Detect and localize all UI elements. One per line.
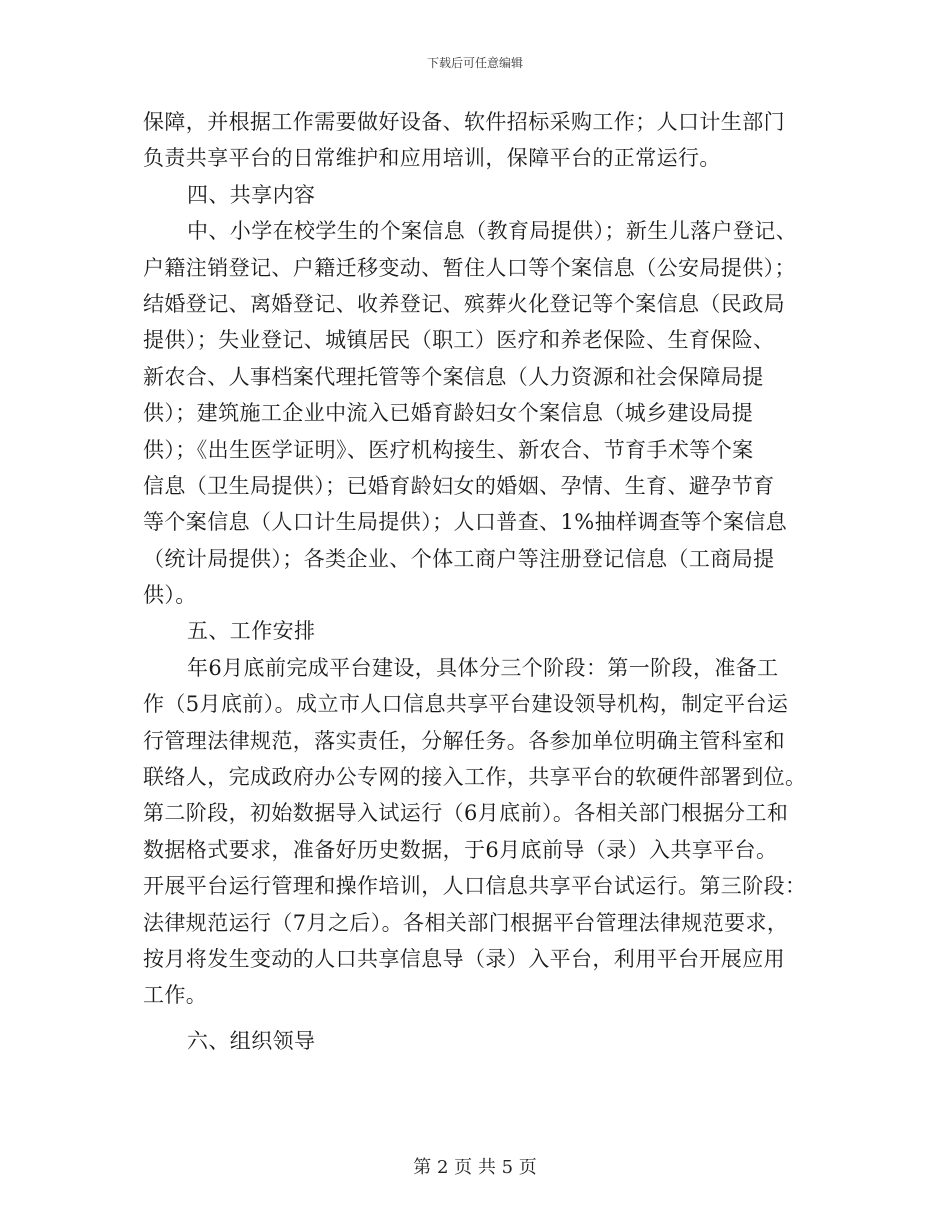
body-line: 开展平台运行管理和操作培训，人口信息共享平台试运行。第三阶段： <box>143 874 807 899</box>
paragraph-gap <box>143 1014 811 1023</box>
body-line: 信息（卫生局提供）；已婚育龄妇女的婚姻、孕情、生育、避孕节育 <box>143 473 775 498</box>
body-line: 供）；建筑施工企业中流入已婚育龄妇女个案信息（城乡建设局提 <box>143 401 754 426</box>
body-line: 供）。 <box>143 583 197 608</box>
body-line: 联络人，完成政府办公专网的接入工作，共享平台的软硬件部署到位。 <box>143 765 807 790</box>
section-heading-4: 四、共享内容 <box>187 182 316 207</box>
body-line: 按月将发生变动的人口共享信息导（录）入平台，利用平台开展应用 <box>143 946 785 971</box>
page-header: 下载后可任意编辑 <box>426 56 523 70</box>
body-line: 保障，并根据工作需要做好设备、软件招标采购工作；人口计生部门 <box>143 110 785 134</box>
body-line: 行管理法律规范，落实责任，分解任务。各参加单位明确主管科室和 <box>143 728 785 753</box>
section-heading-6: 六、组织领导 <box>187 1028 316 1053</box>
body-line: 提供）；失业登记、城镇居民（职工）医疗和养老保险、生育保险、 <box>143 328 775 353</box>
body-line: 供）；《出生医学证明》、医疗机构接生、新农合、节育手术等个案 <box>143 437 754 462</box>
body-line: 数据格式要求，准备好历史数据，于6月底前导（录）入共享平台。 <box>143 837 778 862</box>
section-heading-5: 五、工作安排 <box>187 619 316 644</box>
body-line: 新农合、人事档案代理托管等个案信息（人力资源和社会保障局提 <box>143 364 764 389</box>
document-body <box>143 104 811 1059</box>
body-line: 工作。 <box>143 983 208 1008</box>
body-line: 年6月底前完成平台建设，具体分三个阶段：第一阶段，准备工 <box>187 655 779 680</box>
body-line: 法律规范运行（7月之后）。各相关部门根据平台管理法律规范要求， <box>143 910 789 935</box>
body-line: 中、小学在校学生的个案信息（教育局提供）；新生儿落户登记、 <box>187 219 798 244</box>
body-line: （统计局提供）；各类企业、个体工商户等注册登记信息（工商局提 <box>143 546 775 571</box>
body-line: 户籍注销登记、户籍迁移变动、暂住人口等个案信息（公安局提供）； <box>143 255 796 280</box>
body-line: 结婚登记、离婚登记、收养登记、殡葬火化登记等个案信息（民政局 <box>143 291 785 316</box>
page-number-footer: 第 2 页 共 5 页 <box>413 1157 537 1178</box>
body-line: 第二阶段，初始数据导入试运行（6月底前）。各相关部门根据分工和 <box>143 801 789 826</box>
body-line: 负责共享平台的日常维护和应用培训，保障平台的正常运行。 <box>143 146 721 171</box>
body-line: 作（5月底前）。成立市人口信息共享平台建设领导机构，制定平台运 <box>143 692 789 717</box>
body-line: 等个案信息（人口计生局提供）；人口普查、1%抽样调查等个案信息 <box>143 510 788 535</box>
